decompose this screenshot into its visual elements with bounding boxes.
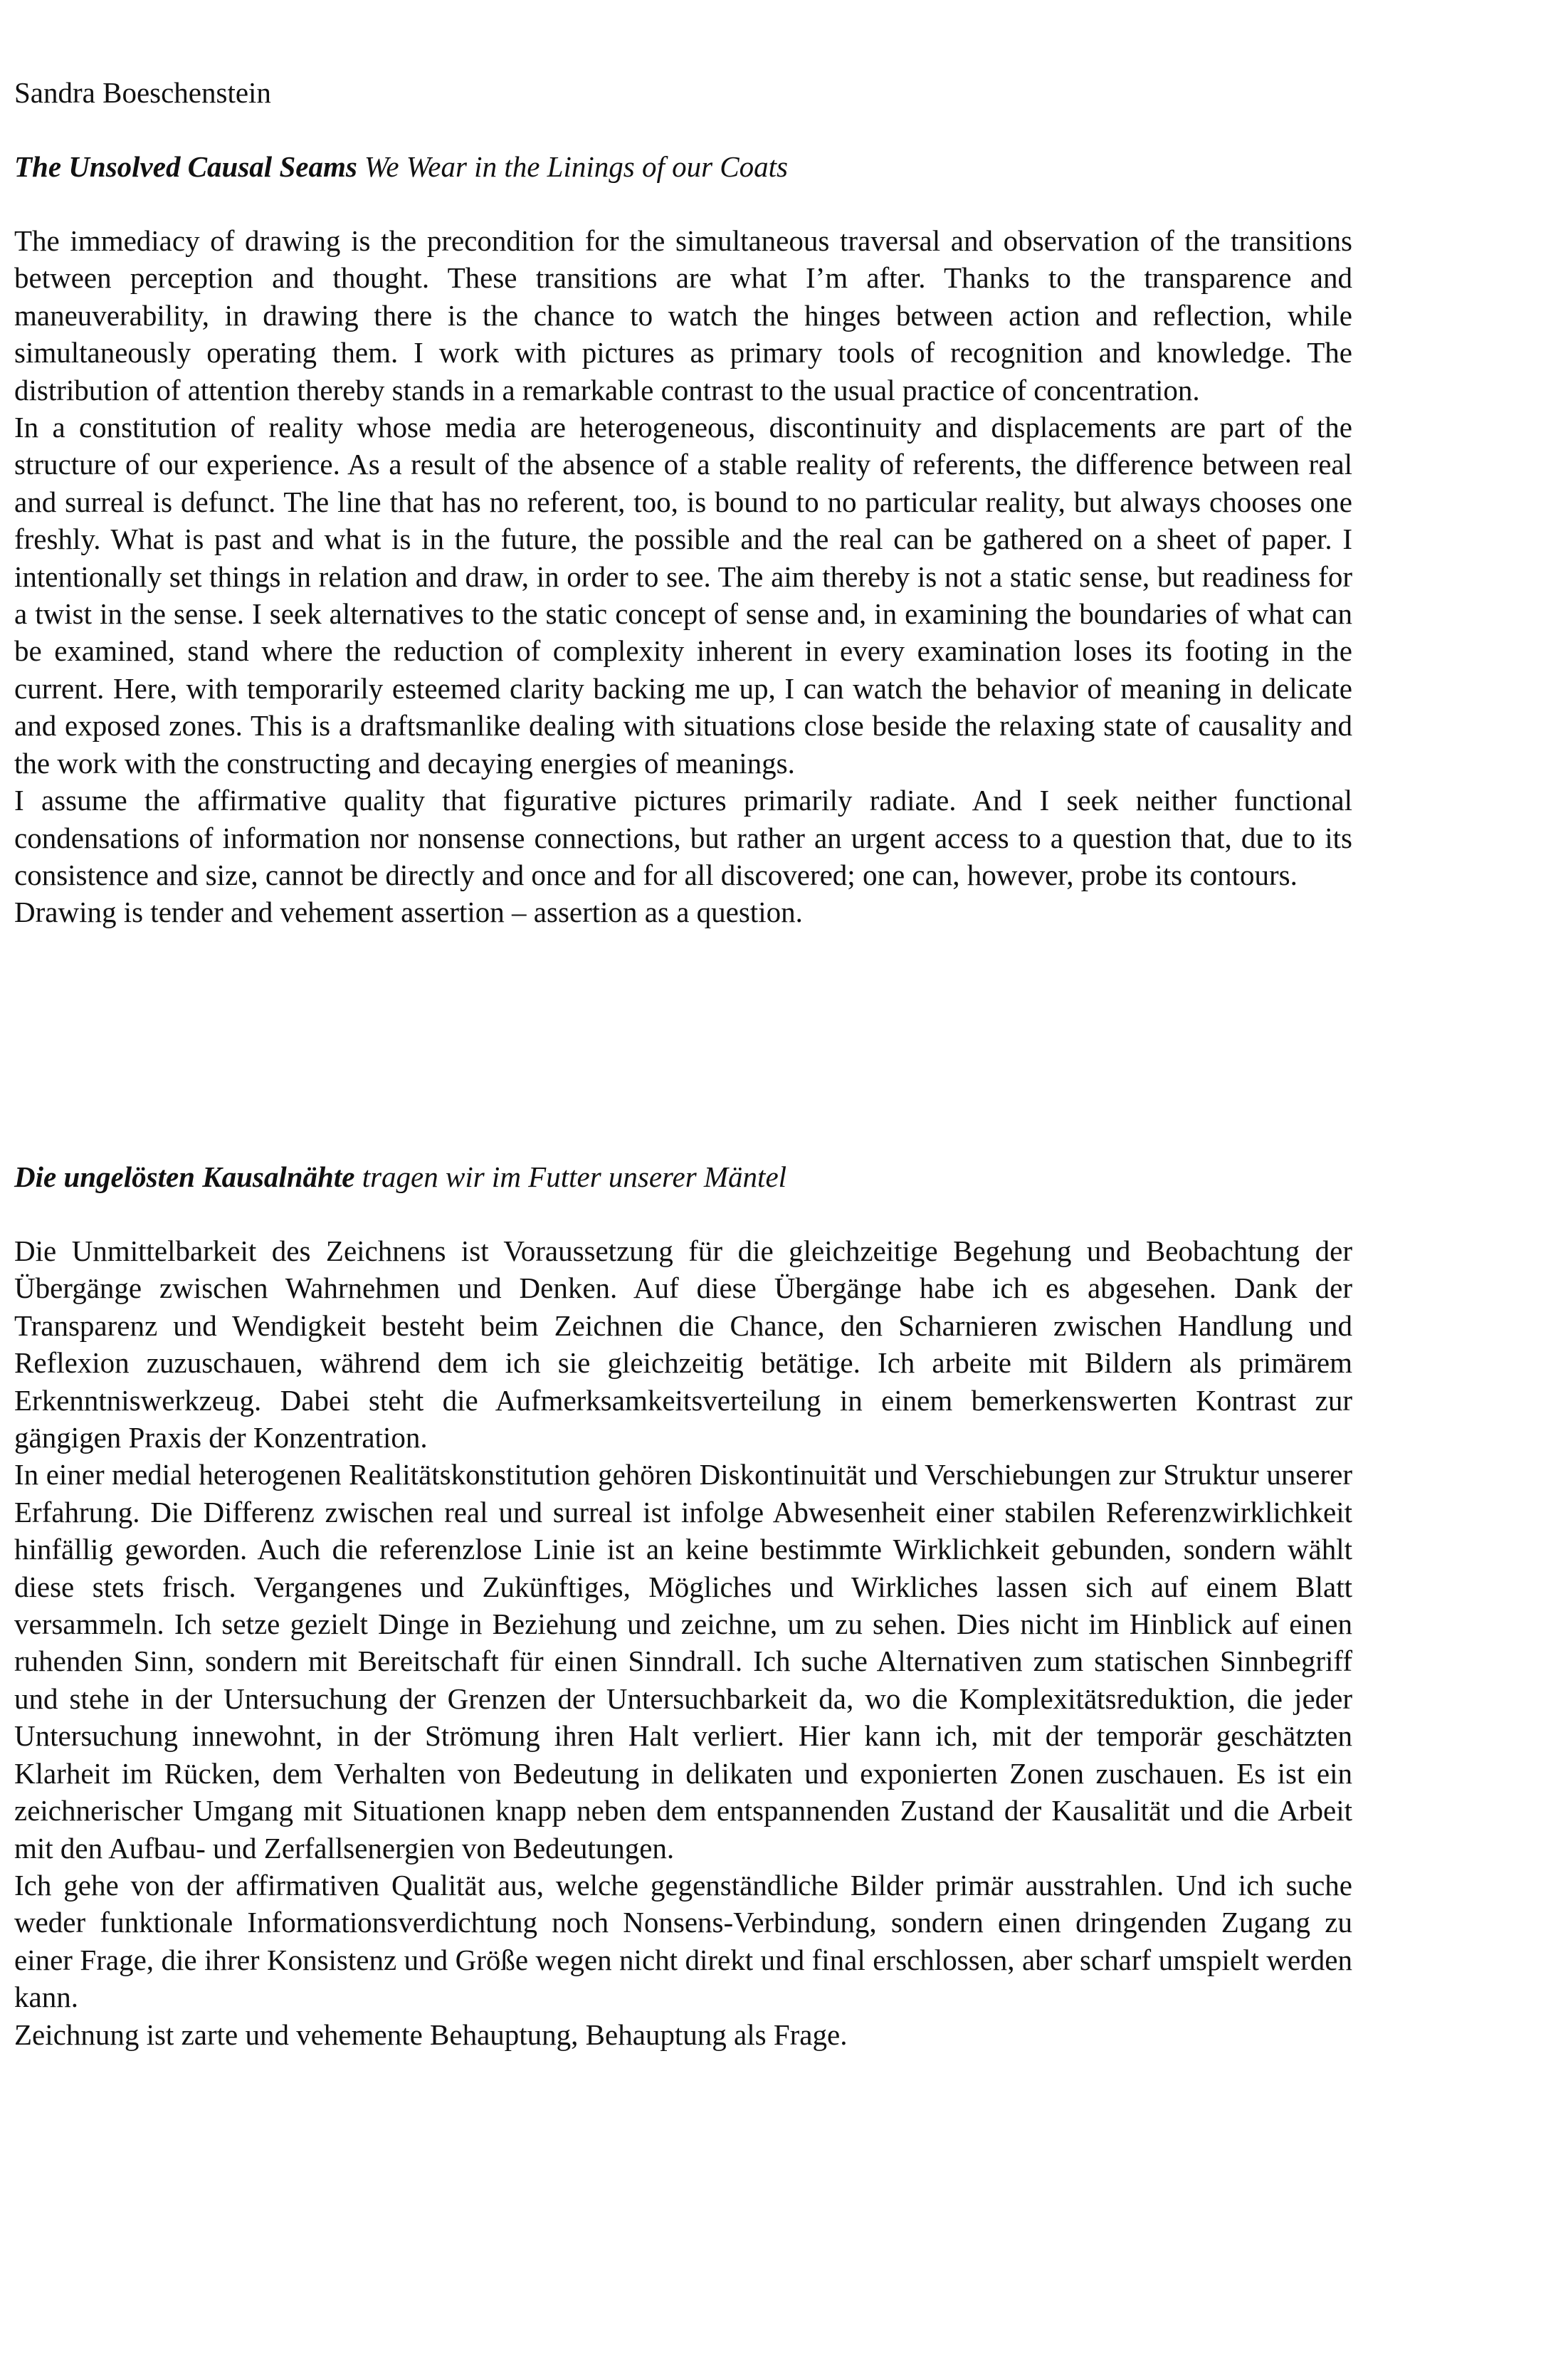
- english-title-rest: We Wear in the Linings of our Coats: [364, 150, 788, 183]
- german-paragraph-3: Ich gehe von der affirmativen Qualität aus, welche gegenständliche Bilder primär ausstrahlen. Und ich suche weder funktionale Informationsverdichtung noch Nonsens-Verbindung, sondern einen dringenden Zugang zu einer Frage, die ihrer Konsistenz und Größe wegen nicht direkt und final erschlossen, aber scharf umspielt werden kann.: [14, 1868, 1352, 2014]
- english-title-bold: The Unsolved Causal Seams: [14, 150, 357, 183]
- english-body: [14, 222, 1352, 931]
- german-body: [14, 1232, 1352, 2053]
- german-paragraph-1: Die Unmittelbarkeit des Zeichnens ist Voraussetzung für die gleichzeitige Begehung und Beobachtung der Übergänge zwischen Wahrnehmen und Denken. Auf diese Übergänge habe ich es abgesehen. Dank der Transparenz und Wendigkeit besteht beim Zeichnen die Chance, den Scharnieren zwischen Handlung und Reflexion zuzuschauen, während dem ich sie gleichzeitig betätige. Ich arbeite mit Bildern als primärem Erkenntniswerkzeug. Dabei steht die Aufmerksamkeitsverteilung in einem bemerkenswerten Kontrast zur gängigen Praxis der Konzentration.: [14, 1234, 1352, 1454]
- english-paragraph-3: I assume the affirmative quality that figurative pictures primarily radiate. And I seek neither functional condensations of information nor nonsense connections, but rather an urgent access to a question that, due to its consistence and size, cannot be directly and once and for all discovered; one can, however, probe its contours.: [14, 784, 1352, 891]
- english-paragraph-2: In a constitution of reality whose media are heterogeneous, discontinuity and displacements are part of the structure of our experience. As a result of the absence of a stable reality of referents, the difference between real and surreal is defunct. The line that has no referent, too, is bound to no particular reality, but always chooses one freshly. What is past and what is in the future, the possible and the real can be gathered on a sheet of paper. I intentionally set things in relation and draw, in order to see. The aim thereby is not a static sense, but readiness for a twist in the sense. I seek alternatives to the static concept of sense and, in examining the boundaries of what can be examined, stand where the reduction of complexity inherent in every examination loses its footing in the current. Here, with temporarily esteemed clarity backing me up, I can watch the behavior of meaning in delicate and exposed zones. This is a draftsmanlike dealing with situations close beside the relaxing state of causality and the work with the constructing and decaying energies of meanings.: [14, 411, 1352, 780]
- german-paragraph-4: Zeichnung ist zarte und vehemente Behauptung, Behauptung als Frage.: [14, 2018, 848, 2051]
- english-paragraph-1: The immediacy of drawing is the precondition for the simultaneous traversal and observation of the transitions between perception and thought. These transitions are what I’m after. Thanks to the transparence and maneuverability, in drawing there is the chance to watch the hinges between action and reflection, while simultaneously operating them. I work with pictures as primary tools of recognition and knowledge. The distribution of attention thereby stands in a remarkable contrast to the usual practice of concentration.: [14, 224, 1352, 407]
- german-paragraph-2: In einer medial heterogenen Realitätskonstitution gehören Diskontinuität und Verschiebungen zur Struktur unserer Erfahrung. Die Differenz zwischen real und surreal ist infolge Abwesenheit einer stabilen Referenzwirklichkeit hinfällig geworden. Auch die referenzlose Linie ist an keine bestimmte Wirklichkeit gebunden, sondern wählt diese stets frisch. Vergangenes und Zukünftiges, Mögliches und Wirkliches lassen sich auf einem Blatt versammeln. Ich setze gezielt Dinge in Beziehung und zeichne, um zu sehen. Dies nicht im Hinblick auf einen ruhenden Sinn, sondern mit Bereitschaft für einen Sinndrall. Ich suche Alternativen zum statischen Sinnbegriff und stehe in der Untersuchung der Grenzen der Untersuchbarkeit da, wo die Komplexitätsreduktion, die jeder Untersuchung innewohnt, in der Strömung ihren Halt verliert. Hier kann ich, mit der temporär geschätzten Klarheit im Rücken, dem Verhalten von Bedeutung in delikaten und exponierten Zonen zuschauen. Es ist ein zeichnerischer Umgang mit Situationen knapp neben dem entspannenden Zustand der Kausalität und die Arbeit mit den Aufbau- und Zerfallsenergien von Bedeutungen.: [14, 1458, 1352, 1865]
- german-title-rest: tragen wir im Futter unserer Mäntel: [362, 1160, 787, 1193]
- english-title: [14, 148, 788, 185]
- german-title: [14, 1158, 786, 1195]
- english-paragraph-4: Drawing is tender and vehement assertion – assertion as a question.: [14, 896, 803, 929]
- german-title-bold: Die ungelösten Kausalnähte: [14, 1160, 355, 1193]
- author-name: Sandra Boeschenstein: [14, 76, 271, 109]
